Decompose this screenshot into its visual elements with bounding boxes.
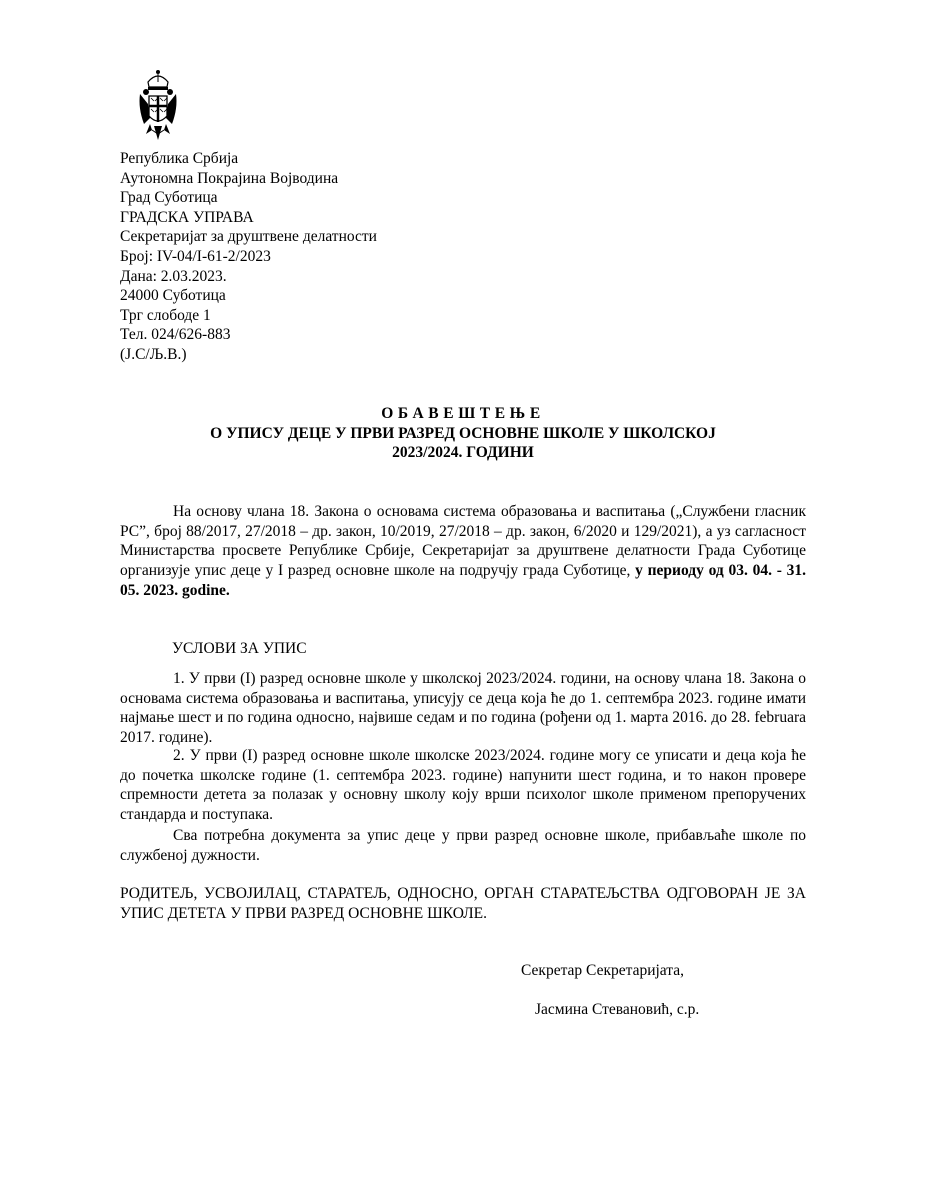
header-date: Дана: 2.03.2023. [120, 267, 227, 285]
responsibility-notice: РОДИТЕЉ, УСВОЈИЛАЦ, СТАРАТЕЉ, ОДНОСНО, ОРГАН СТАРАТЕЉСТВА ОДГОВОРАН ЈЕ ЗА УПИС ДЕТЕТА У ПРВИ РАЗРЕД ОСНОВНЕ ШКОЛЕ. [120, 885, 806, 922]
header-province: Аутономна Покрајина Војводина [120, 169, 339, 187]
header-reference-number: Број: IV-04/I-61-2/2023 [120, 247, 271, 265]
document-title [120, 404, 806, 463]
signature-title: Секретар Секретаријата, [521, 962, 684, 979]
header-secretariat: Секретаријат за друштвене делатности [120, 228, 377, 246]
title-line-3: 2023/2024. ГОДИНИ [392, 444, 534, 461]
condition-documents [120, 826, 806, 865]
header-postal: 24000 Суботица [120, 287, 226, 305]
condition-documents-text: Сва потребна документа за упис деце у први разред основне школе, прибављаће школе по службеној дужности. [120, 827, 806, 864]
header-administration: ГРАДСКА УПРАВА [120, 208, 254, 226]
header-street: Трг слободе 1 [120, 306, 211, 324]
intro-text: На основу члана 18. Закона о основама система образовања и васпитања („Службени гласник РС”, број 88/2017, 27/2018 – др. закон, 10/2019, 27/2018 – др. закон, 6/2020 и 129/2021), а уз сагласност Министарства просвете Републике Србије, Секретаријат за друштвене делатности Града Суботице организује упис деце у I разред основне школе на подручју града Суботице, [120, 503, 806, 580]
signature-name: Јасмина Стевановић, с.р. [535, 1001, 700, 1018]
condition-item-2 [120, 746, 806, 825]
intro-paragraph [120, 502, 806, 601]
title-line-1: ОБАВЕШТЕЊЕ [381, 405, 545, 422]
coat-of-arms-icon [136, 68, 180, 144]
conditions-heading: УСЛОВИ ЗА УПИС [172, 640, 307, 657]
header-initials: (Ј.С/Љ.В.) [120, 345, 187, 363]
intro-period: у периоду од 03. 04. - 31. 05. 2023. godine. [120, 562, 806, 599]
condition-item-1 [120, 669, 806, 748]
header-city: Град Суботица [120, 189, 218, 207]
header-phone: Тел. 024/626-883 [120, 326, 231, 344]
condition-item-2-text: 2. У први (I) разред основне школе школске 2023/2024. године могу се уписати и деца која ће до почетка школске године (1. септембра 2023. године) напунити шест година, и то након провере спремности детета за полазак у основну школу коју врши психолог школе применом препоручених стандарда и поступака. [120, 747, 806, 824]
header-country: Република Србија [120, 150, 239, 167]
title-line-2: О УПИСУ ДЕЦЕ У ПРВИ РАЗРЕД ОСНОВНЕ ШКОЛЕ У ШКОЛСКОЈ [210, 424, 716, 442]
condition-item-1-text: 1. У први (I) разред основне школе у школској 2023/2024. години, на основу члана 18. Закона о основама система образовања и васпитања, уписују се деца која ће до 1. септембра 2023. године имати најмање шест и по година односно, највише седам и по година (рођени од 1. марта 2016. до 28. februara 2017. године). [120, 670, 806, 747]
sender-header [120, 149, 377, 365]
